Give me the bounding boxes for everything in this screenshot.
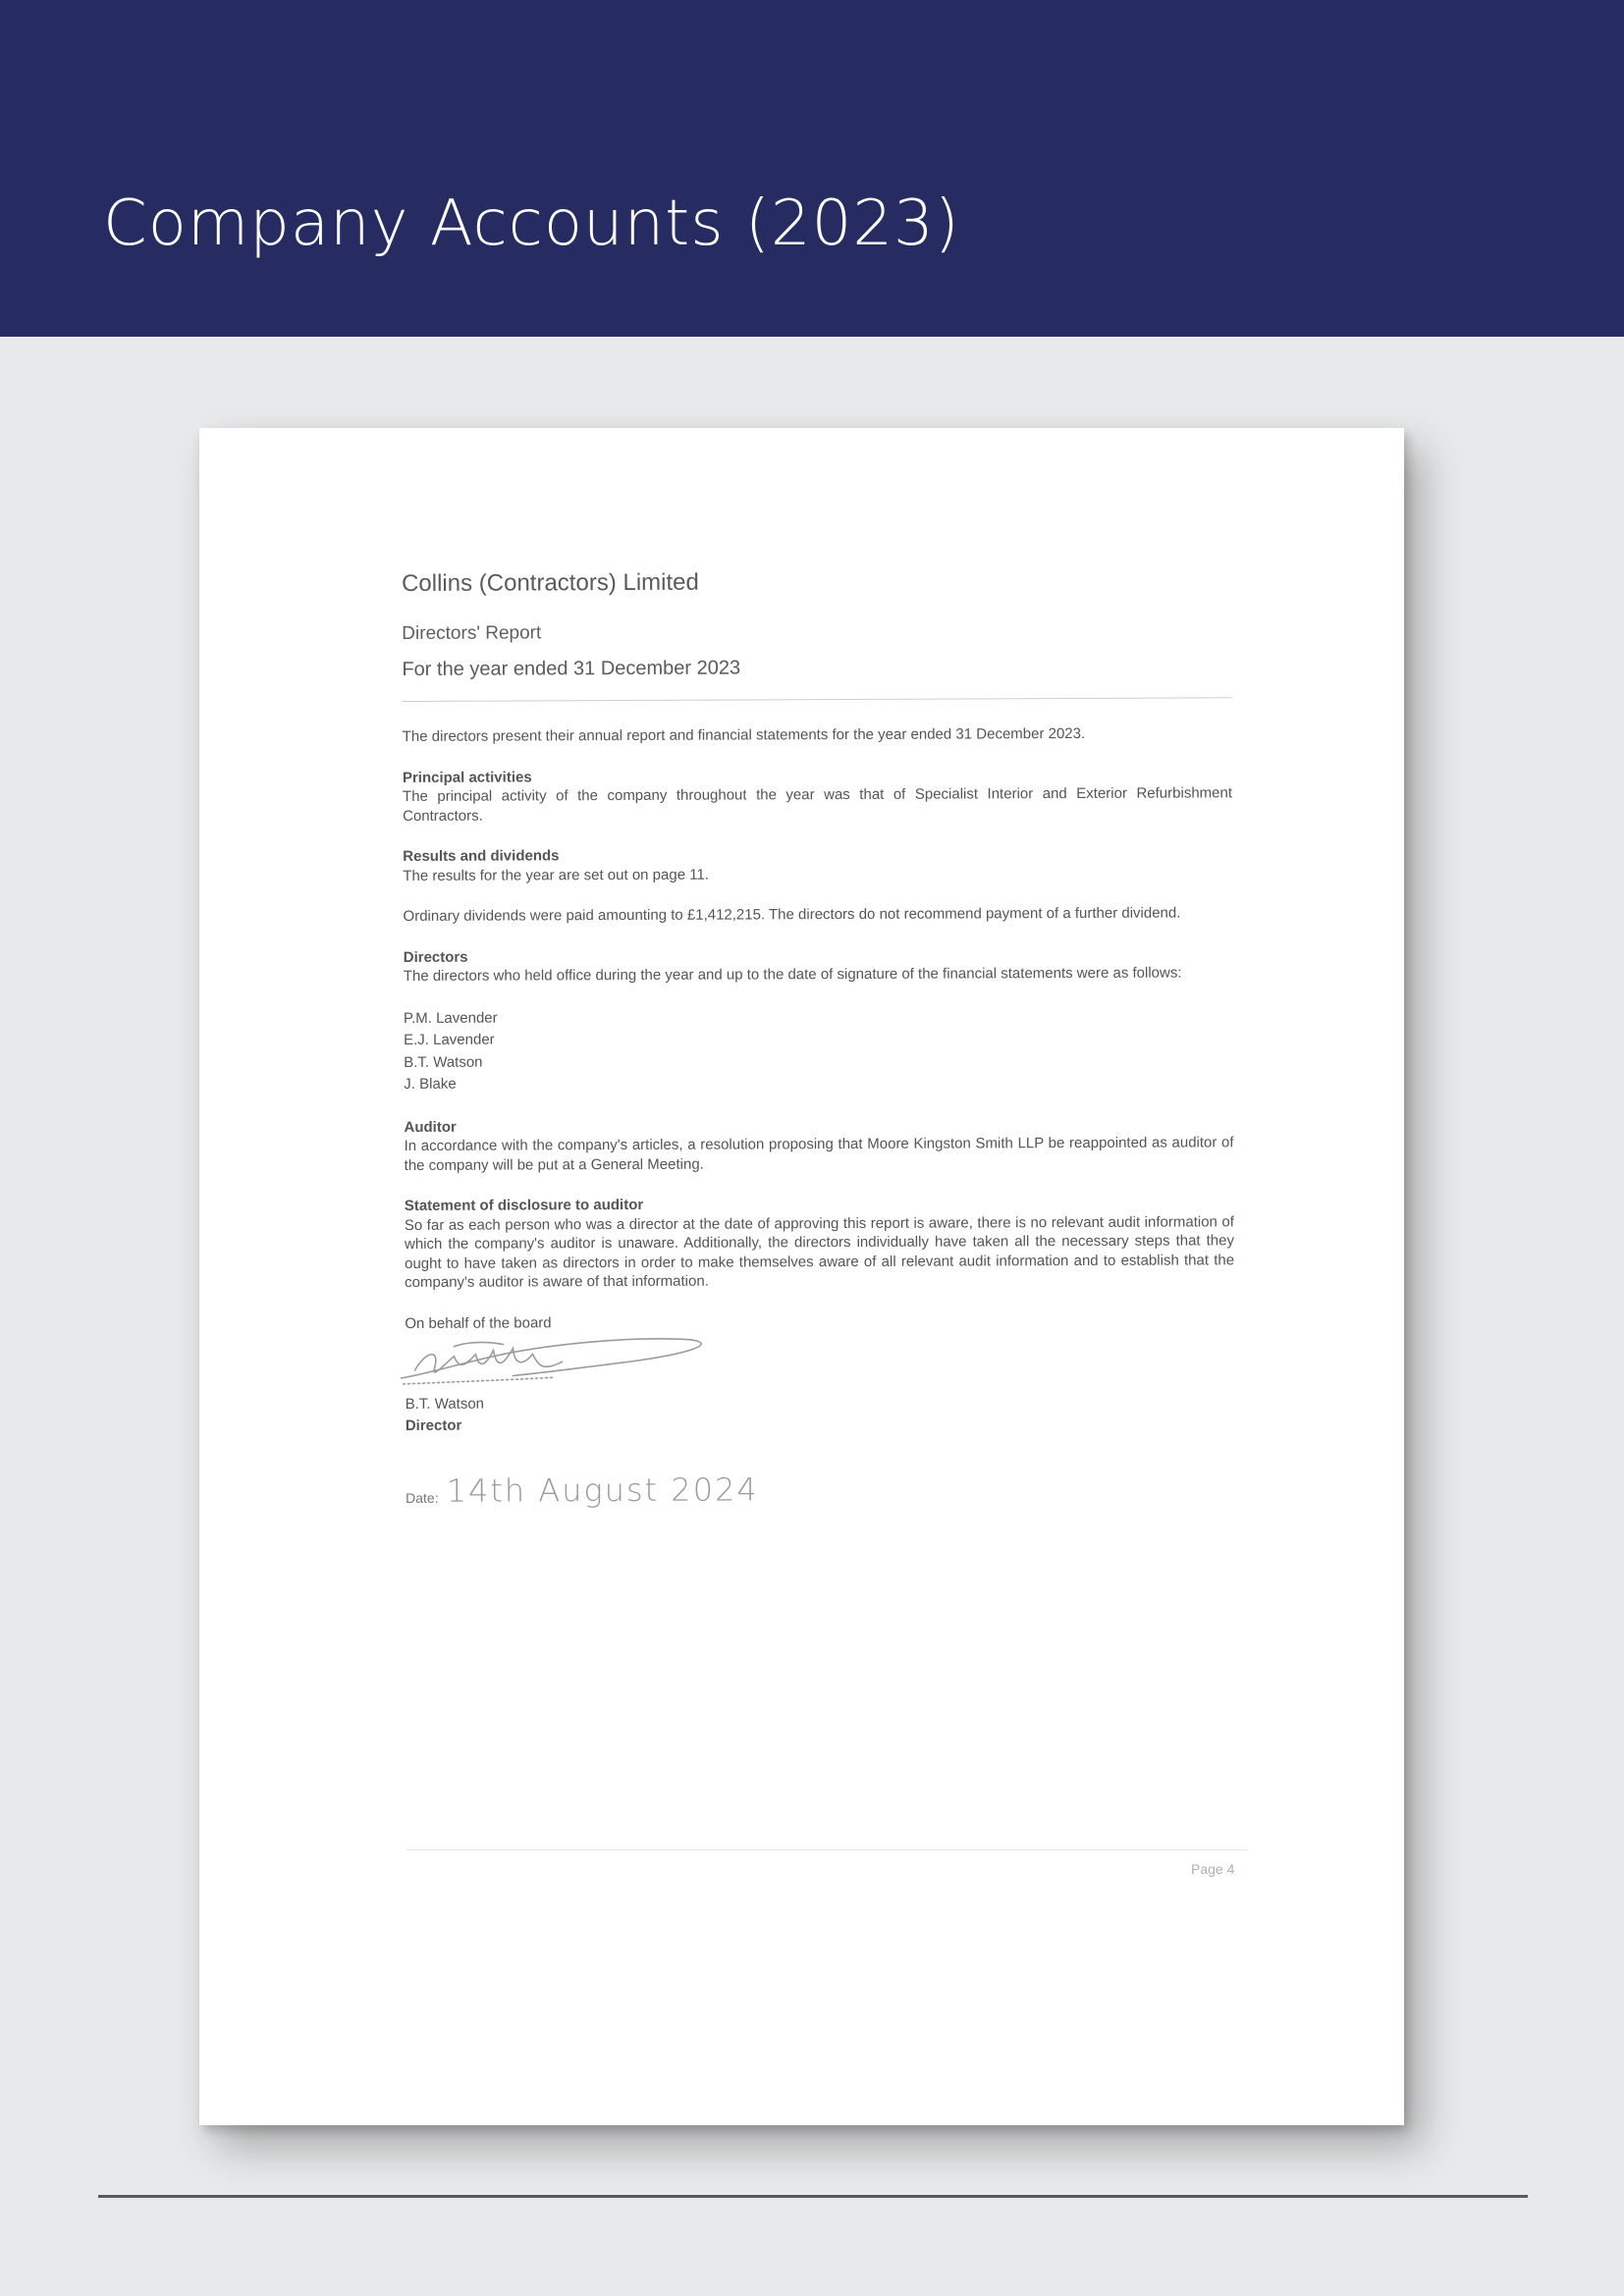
results-heading: Results and dividends (403, 847, 560, 865)
handwritten-date-text: 14th August 2024 (446, 1470, 759, 1510)
company-name: Collins (Contractors) Limited (402, 568, 699, 597)
report-period: For the year ended 31 December 2023 (402, 657, 741, 680)
intro-paragraph: The directors present their annual report and financial statements for the year ended 31 December 2023. (402, 724, 1086, 745)
director-name: J. Blake (404, 1075, 457, 1093)
page-title: Company Accounts (2023) (103, 187, 960, 260)
header-divider (403, 697, 1232, 702)
handwritten-date (446, 1463, 760, 1509)
footer-divider (406, 1849, 1247, 1850)
report-title: Directors' Report (402, 622, 542, 644)
auditor-heading: Auditor (404, 1118, 457, 1136)
principal-activities-heading: Principal activities (402, 768, 532, 786)
on-behalf-text: On behalf of the board (405, 1313, 552, 1332)
auditor-text: In accordance with the company's articles, a resolution proposing that Moore Kingston Smith LLP be reappointed as auditor of the company will be put at a General Meeting. (404, 1134, 1234, 1174)
signature-image (395, 1332, 719, 1394)
directors-list (404, 1004, 1233, 1096)
signer-role: Director (405, 1416, 462, 1434)
directors-heading: Directors (403, 948, 468, 966)
dividends-text: Ordinary dividends were paid amounting to £1,412,215. The directors do not recommend payment of a further dividend. (403, 904, 1181, 925)
bottom-divider (98, 2195, 1528, 2198)
disclosure-heading: Statement of disclosure to auditor (404, 1196, 644, 1214)
director-name: B.T. Watson (404, 1053, 483, 1071)
director-name: E.J. Lavender (404, 1031, 495, 1048)
document-page (199, 428, 1404, 2125)
date-row (406, 1461, 1235, 1510)
disclosure-text: So far as each person who was a director at the date of approving this report is aware, there is no relevant audit information of which the company's auditor is unaware. Additionally, the directors individually have taken all the necessary steps that they ought to have taken as directors in order to make themselves aware of all relevant audit information and to establish that the company's auditor is aware of that information. (404, 1212, 1235, 1291)
directors-text: The directors who held office during the year and up to the date of signature of the financial statements were as follows: (403, 964, 1182, 985)
header-banner (0, 0, 1624, 337)
date-label: Date: (406, 1489, 439, 1506)
signature-area (405, 1329, 1234, 1394)
signer-name: B.T. Watson (405, 1395, 485, 1413)
principal-activities-text: The principal activity of the company throughout the year was that of Specialist Interior and Exterior Refurbishment Contractors. (402, 784, 1233, 825)
directors-report (402, 566, 1235, 1510)
page-number: Page 4 (1191, 1861, 1235, 1877)
director-name: P.M. Lavender (403, 1009, 498, 1027)
results-text: The results for the year are set out on page 11. (403, 866, 709, 884)
